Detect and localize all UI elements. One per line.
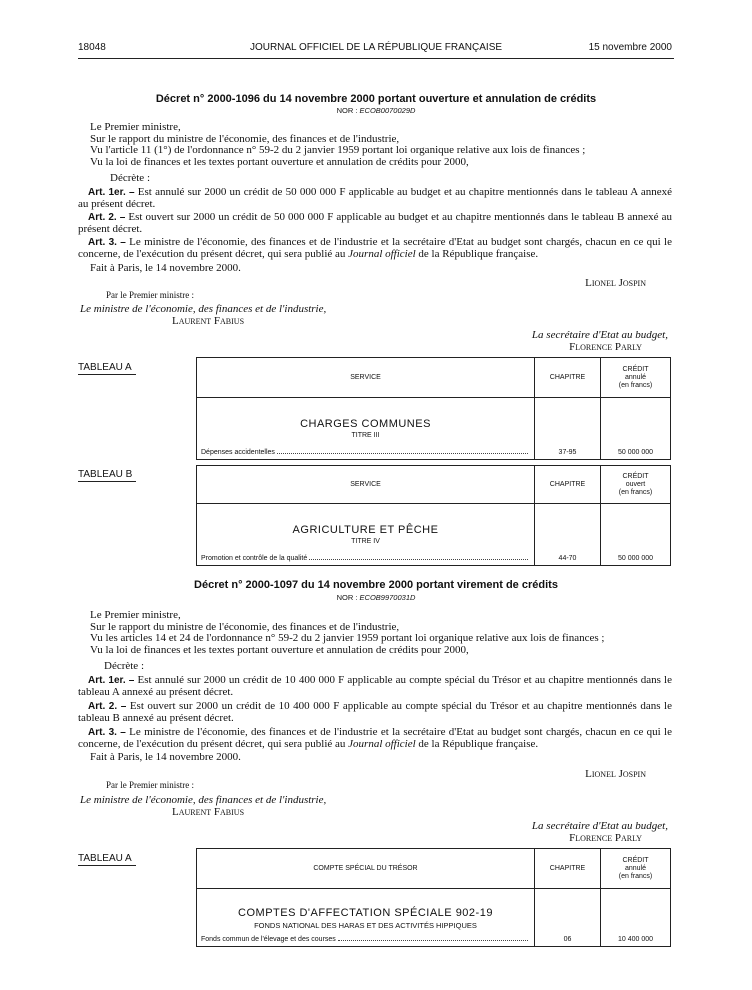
col-credit: CRÉDIT annulé (en francs) [601,849,671,889]
col-service: SERVICE [197,466,535,504]
decree1-nor: NOR : ECOB0070029D [336,106,416,115]
decree1-preamble [78,122,672,168]
decree2-art3: Art. 3. – Le ministre de l'économie, des finances et de l'industrie et la secrétaire d'Etat au budget sont chargés, chacun en ce qui le concerne, de l'exécution du présent décret, qui sera publié au Journal officiel de la République française. [78,726,672,750]
row-label: Dépenses accidentelles [201,449,275,456]
credit-cell: 50 000 000 [601,504,671,566]
tableau-b1-label: TABLEAU B [78,469,136,482]
chapitre-cell: 37-95 [535,398,601,460]
decree2-fait: Fait à Paris, le 14 novembre 2000. [90,751,241,763]
decree2-title: Décret n° 2000-1097 du 14 novembre 2000 portant virement de crédits [194,579,558,591]
preamble-line: Vu la loi de finances et les textes portant ouverture et annulation de crédits pour 2000, [90,155,469,168]
decree1-decrete: Décrète : [110,172,150,184]
col-chapitre: CHAPITRE [535,466,601,504]
row-label: Fonds commun de l'élevage et des courses [201,936,336,943]
service-cell [197,889,535,947]
chapitre-cell: 06 [535,889,601,947]
decree2-secretary-title: La secrétaire d'Etat au budget, [531,820,668,832]
row-label: Promotion et contrôle de la qualité [201,555,308,562]
table-header-row [197,358,671,398]
decree1-art2: Art. 2. – Est ouvert sur 2000 un crédit de 50 000 000 F applicable au budget et au chapitre mentionnés dans le tableau B annexé au présent décret. [78,211,672,235]
preamble-line: Vu les articles 14 et 24 de l'ordonnance n° 59-2 du 2 janvier 1959 portant loi organique relative aux lois de finances ; [90,632,605,644]
table-row [197,504,671,566]
service-cell [197,398,535,460]
decree2-par-le: Par le Premier ministre : [106,780,194,790]
section-heading: CHARGES COMMUNES [300,418,431,430]
table-row [197,889,671,947]
tableau-a2-label: TABLEAU A [78,853,136,866]
preamble-line: Vu l'article 11 (1°) de l'ordonnance n° 59-2 du 2 janvier 1959 portant loi organique relative aux lois de finances ; [90,144,586,156]
service-cell [197,504,535,566]
decree1-title: Décret n° 2000-1096 du 14 novembre 2000 portant ouverture et annulation de crédits [155,93,597,105]
decree2-secretary-name: Florence Parly [569,832,642,844]
decree1-art3: Art. 3. – Le ministre de l'économie, des finances et de l'industrie et la secrétaire d'Etat au budget sont chargés, chacun en ce qui le concerne, de l'exécution du présent décret, qui sera publié au Journal officiel de la République française. [78,236,672,260]
decree2-minister-title: Le ministre de l'économie, des finances et de l'industrie, [80,794,327,806]
tableau-a1-label: TABLEAU A [78,362,136,375]
decree2-signer: Lionel Jospin [585,768,646,780]
tableau-b1 [196,465,671,566]
page-number: 18048 [78,42,106,53]
decree2-decrete: Décrète : [104,660,144,672]
preamble-line: Le Premier ministre, [90,609,181,621]
decree1-minister-name: Laurent Fabius [172,315,245,327]
decree2-art2: Art. 2. – Est ouvert sur 2000 un crédit de 10 400 000 F applicable au compte spécial du Trésor et au chapitre mentionnés dans le tableau B annexé au présent décret. [78,700,672,724]
tableau-a2 [196,848,671,947]
table-row [197,398,671,460]
col-compte-special: COMPTE SPÉCIAL DU TRÉSOR [197,849,535,889]
preamble-line: Le Premier ministre, [90,121,181,133]
titre-heading: TITRE IV [351,538,380,545]
credit-cell: 50 000 000 [601,398,671,460]
decree1-par-le: Par le Premier ministre : [106,290,194,300]
decree1-secretary-title: La secrétaire d'Etat au budget, [531,329,668,341]
subsection-heading: FONDS NATIONAL DES HARAS ET DES ACTIVITÉS HIPPIQUES [254,921,477,930]
credit-cell: 10 400 000 [601,889,671,947]
decree1-secretary-name: Florence Parly [569,341,642,353]
decree2-art1: Art. 1er. – Est annulé sur 2000 un crédit de 10 400 000 F applicable au compte spécial du Trésor et au chapitre mentionnés dans le tableau A annexé au présent décret. [78,674,672,698]
col-chapitre: CHAPITRE [535,849,601,889]
decree2-nor: NOR : ECOB9970031D [336,593,416,602]
table-header-row [197,466,671,504]
preamble-line: Sur le rapport du ministre de l'économie, des finances et de l'industrie, [90,620,400,633]
decree2-minister-name: Laurent Fabius [172,806,245,818]
titre-heading: TITRE III [351,432,380,439]
chapitre-cell: 44-70 [535,504,601,566]
issue-date: 15 novembre 2000 [588,42,672,53]
journal-title: JOURNAL OFFICIEL DE LA RÉPUBLIQUE FRANÇAISE [249,42,503,53]
decree1-signer: Lionel Jospin [585,277,646,289]
col-chapitre: CHAPITRE [535,358,601,398]
section-heading: AGRICULTURE ET PÊCHE [292,524,439,536]
decree1-fait: Fait à Paris, le 14 novembre 2000. [90,262,241,274]
col-service: SERVICE [197,358,535,398]
preamble-line: Sur le rapport du ministre de l'économie, des finances et de l'industrie, [90,132,400,145]
decree2-preamble [78,610,672,656]
section-heading: COMPTES D'AFFECTATION SPÉCIALE 902-19 [238,907,493,919]
col-credit: CRÉDIT annulé (en francs) [601,358,671,398]
header-rule [78,58,674,59]
preamble-line: Vu la loi de finances et les textes portant ouverture et annulation de crédits pour 2000, [90,643,469,656]
tableau-a1 [196,357,671,460]
decree1-minister-title: Le ministre de l'économie, des finances et de l'industrie, [80,303,327,315]
decree1-art1: Art. 1er. – Est annulé sur 2000 un crédit de 50 000 000 F applicable au budget et au chapitre mentionnés dans le tableau A annexé au présent décret. [78,186,672,210]
table-header-row [197,849,671,889]
col-credit: CRÉDIT ouvert (en francs) [601,466,671,504]
